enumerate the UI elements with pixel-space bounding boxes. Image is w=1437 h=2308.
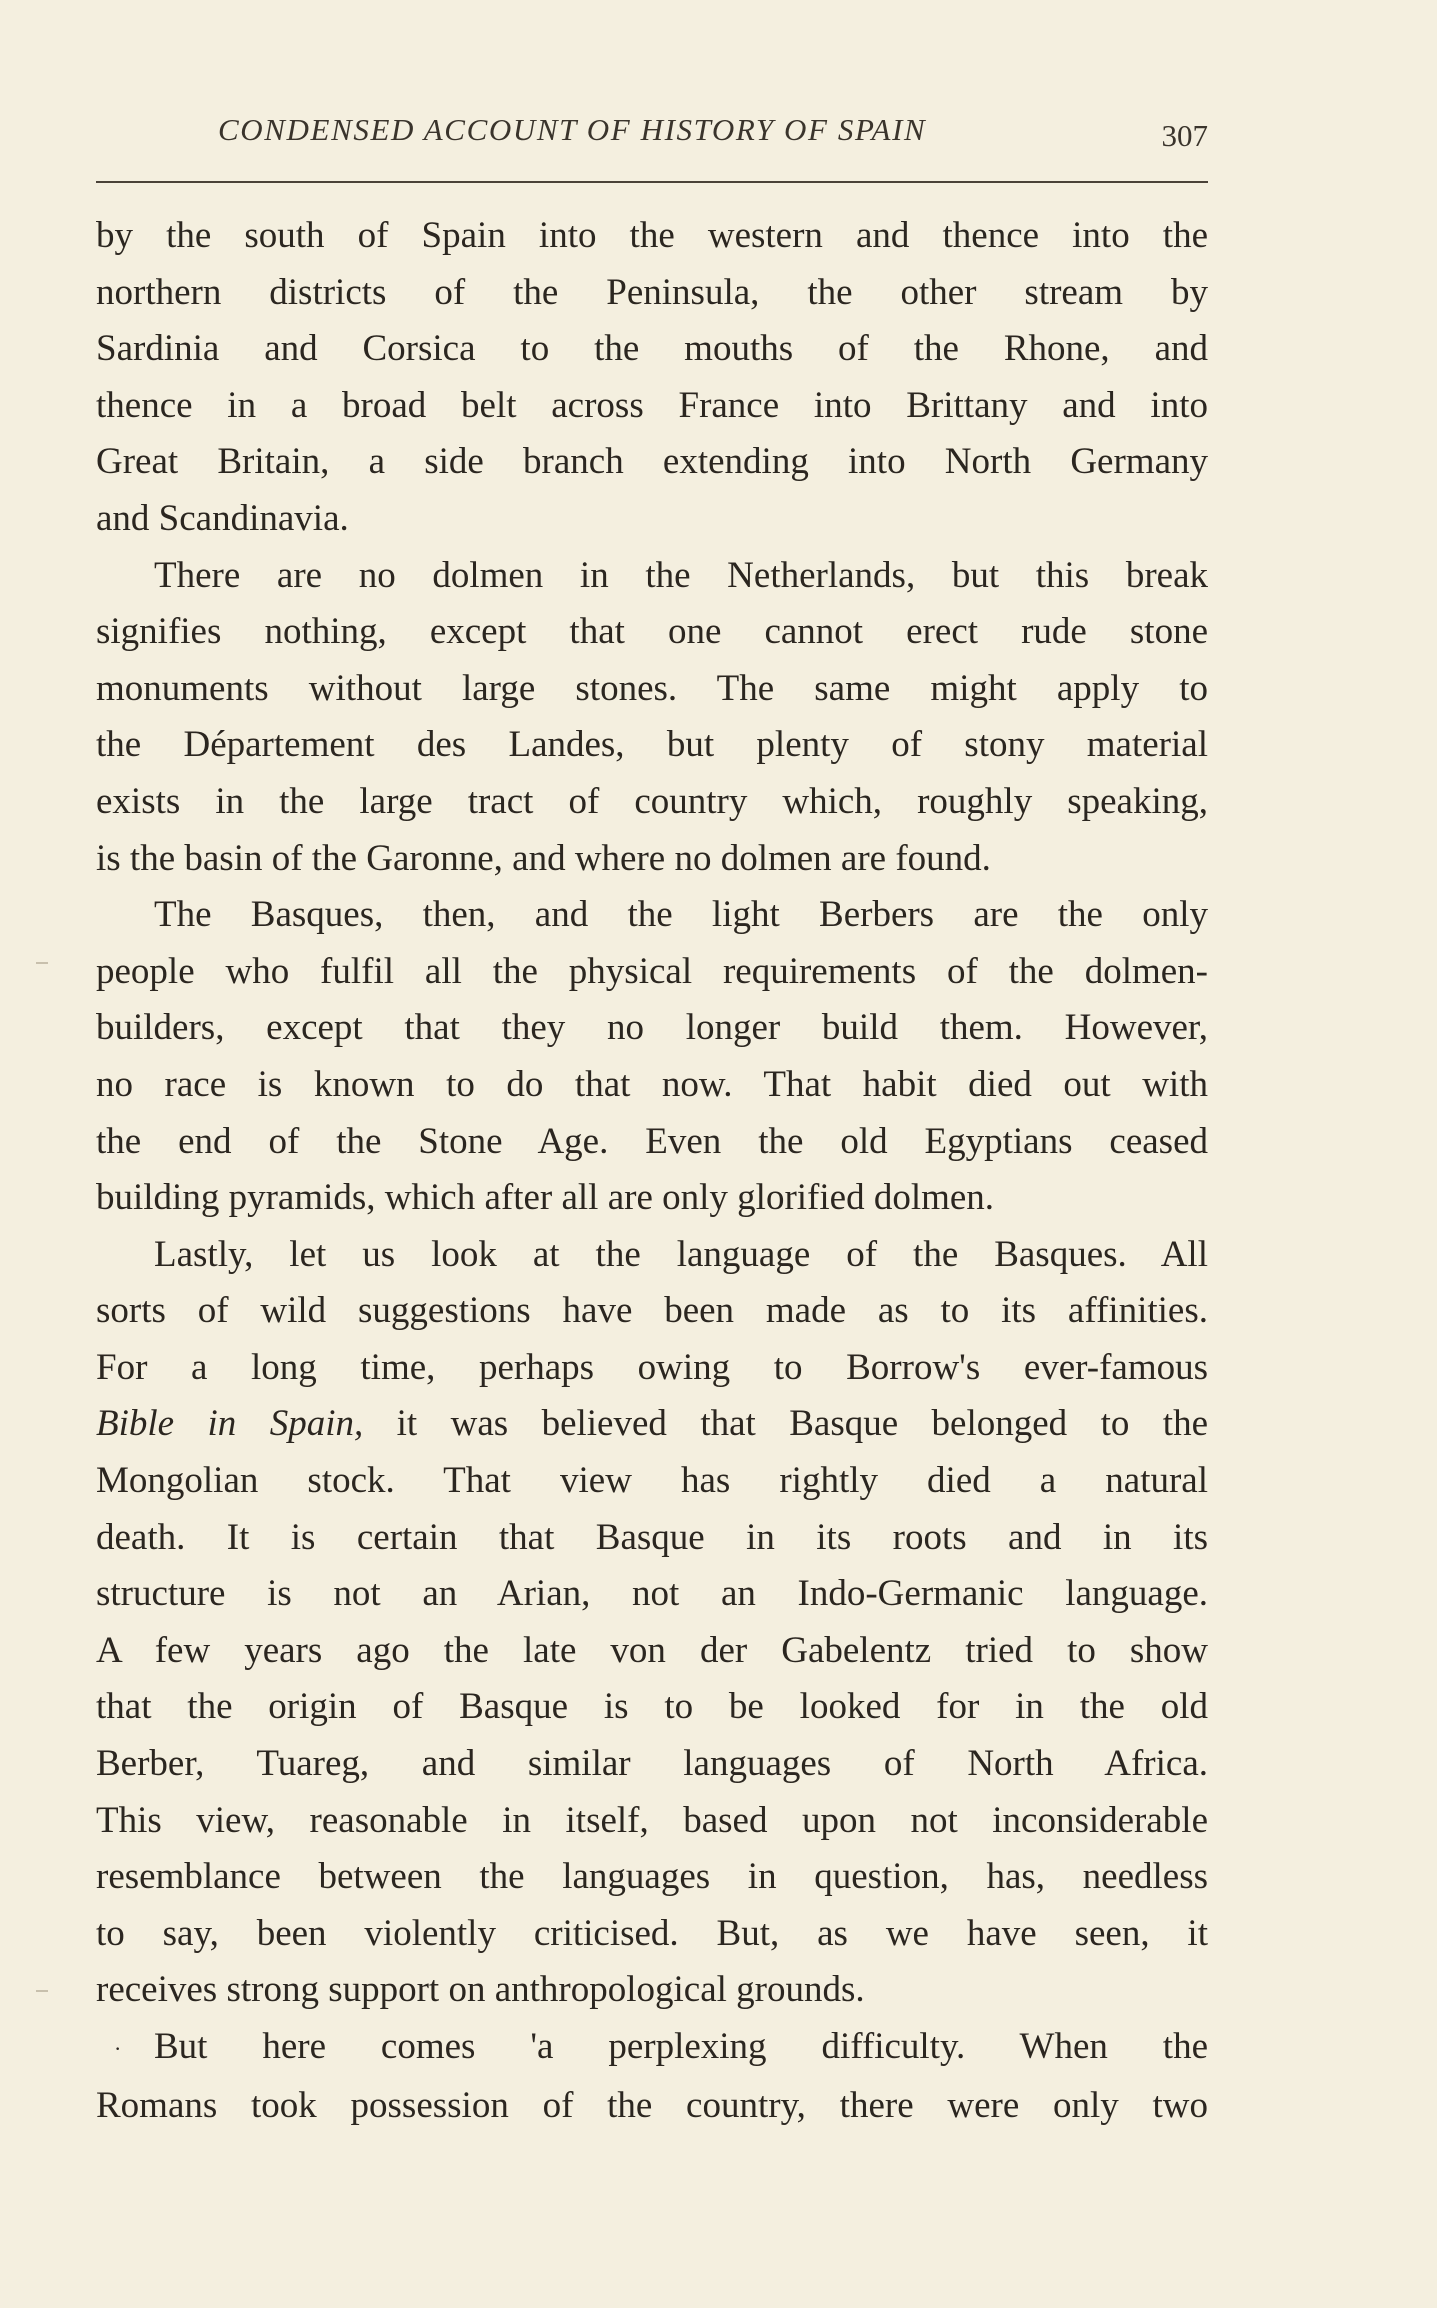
book-title-italic: Bible in Spain, <box>96 1403 364 1445</box>
text-span: it was believed that Basque belonged to the <box>363 1403 1208 1445</box>
page-number: 307 <box>1161 118 1208 153</box>
text-line: Romans took possession of the country, there were only two <box>96 2084 1208 2126</box>
text-line: death. It is certain that Basque in its roots and in its <box>96 1516 1208 1558</box>
text-line <box>96 2019 1208 2078</box>
text-line: and Scandinavia. <box>96 497 349 539</box>
text-line: Sardinia and Corsica to the mouths of the Rhone, and <box>96 328 1208 370</box>
text-line: Berber, Tuareg, and similar languages of North Africa. <box>96 1743 1208 1785</box>
text-line: thence in a broad belt across France into Brittany and into <box>96 384 1208 426</box>
text-line: no race is known to do that now. That habit died out with <box>96 1063 1208 1105</box>
text-line: structure is not an Arian, not an Indo-Germanic language. <box>96 1573 1208 1615</box>
text-line: that the origin of Basque is to be looked for in the old <box>96 1686 1208 1728</box>
text-line: For a long time, perhaps owing to Borrow's ever-famous <box>96 1346 1208 1388</box>
text-line: Lastly, let us look at the language of the Basques. All <box>154 1233 1208 1275</box>
header-rule <box>96 181 1208 183</box>
text-line: resemblance between the languages in question, has, needless <box>96 1856 1208 1898</box>
text-line: This view, reasonable in itself, based upon not inconsiderable <box>96 1799 1208 1841</box>
text-line: signifies nothing, except that one cannot erect rude stone <box>96 611 1208 653</box>
margin-mark <box>36 962 48 964</box>
running-title: CONDENSED ACCOUNT OF HISTORY OF SPAIN <box>218 112 927 147</box>
stray-dot: · <box>114 2036 122 2062</box>
text-line: to say, been violently criticised. But, as we have seen, it <box>96 1912 1208 1954</box>
text-line: the Département des Landes, but plenty of stony material <box>96 724 1208 766</box>
text-line: northern districts of the Peninsula, the other stream by <box>96 271 1208 313</box>
text-line: the end of the Stone Age. Even the old Egyptians ceased <box>96 1120 1208 1162</box>
text-line: The Basques, then, and the light Berbers are the only <box>154 894 1208 936</box>
text-line: exists in the large tract of country which, roughly speaking, <box>96 780 1208 822</box>
text-line: sorts of wild suggestions have been made as to its affinities. <box>96 1290 1208 1332</box>
text-line: receives strong support on anthropological grounds. <box>96 1969 865 2011</box>
text-line: A few years ago the late von der Gabelentz tried to show <box>96 1629 1208 1671</box>
text-line: Great Britain, a side branch extending into North Germany <box>96 441 1208 483</box>
text-line <box>96 1396 1208 1453</box>
text-line: builders, except that they no longer build them. However, <box>96 1007 1208 1049</box>
margin-mark <box>36 1990 48 1992</box>
text-line: Mongolian stock. That view has rightly died a natural <box>96 1460 1208 1502</box>
text-line: people who fulfil all the physical requirements of the dolmen- <box>96 950 1208 992</box>
text-span: But here comes 'a perplexing difficulty. When the <box>154 2026 1208 2067</box>
page-header <box>96 112 1208 160</box>
text-line: There are no dolmen in the Netherlands, but this break <box>154 554 1208 596</box>
text-line: building pyramids, which after all are only glorified dolmen. <box>96 1177 995 1219</box>
text-line: by the south of Spain into the western and thence into the <box>96 215 1208 256</box>
body-text <box>96 208 1208 2134</box>
text-line: monuments without large stones. The same might apply to <box>96 667 1208 709</box>
text-line: is the basin of the Garonne, and where no dolmen are found. <box>96 837 991 879</box>
